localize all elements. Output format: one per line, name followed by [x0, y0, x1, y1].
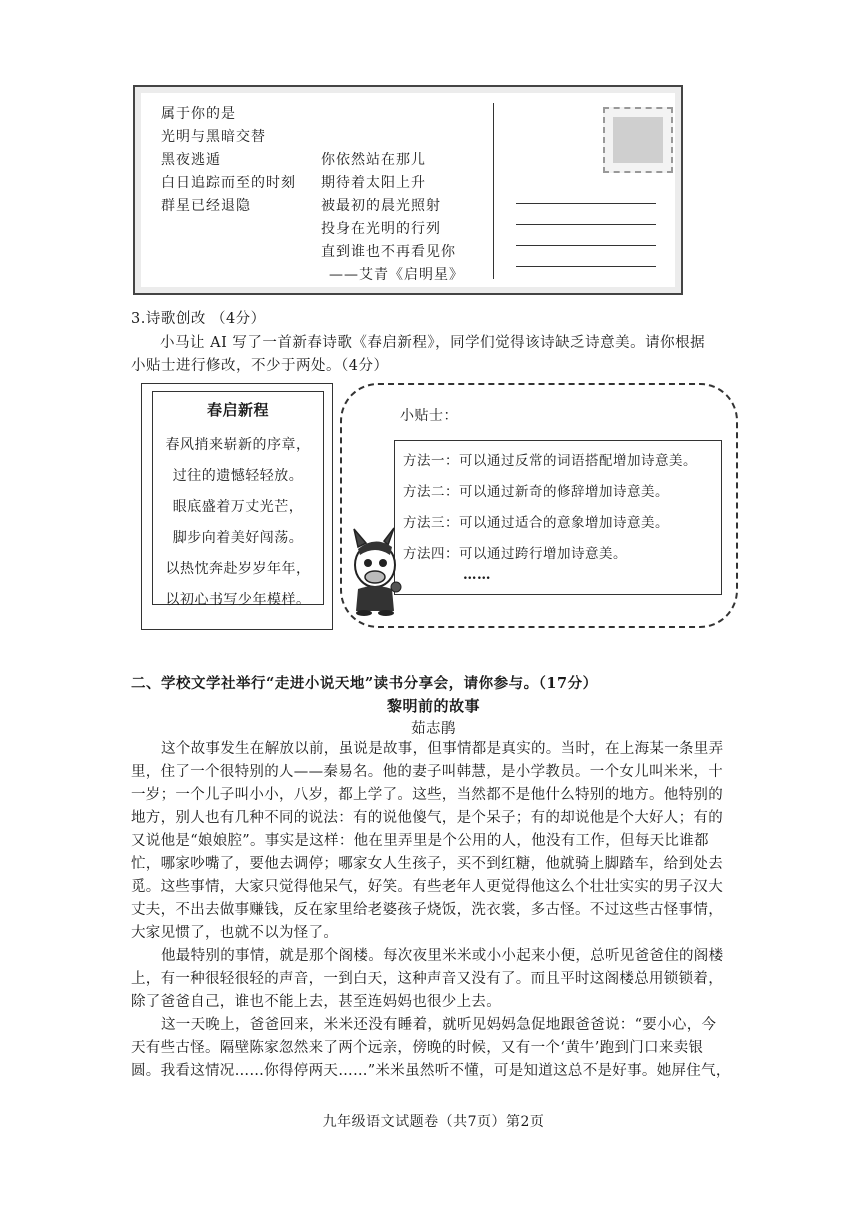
paragraph-line: 丈夫，不出去做事赚钱，反在家里给老婆孩子烧饭，洗衣裳，多古怪。不过这些古怪事情， [131, 902, 723, 918]
tips-box [340, 383, 738, 628]
postcard-divider [493, 103, 494, 279]
address-line [516, 266, 656, 267]
postcard-face [141, 93, 675, 287]
poem-line: 黑夜逃遁 [161, 152, 221, 168]
paragraph-line: 觅。这些事情，大家只觉得他呆气，好笑。有些老年人更觉得他这么个壮壮实实的男子汉大 [131, 879, 723, 895]
poem-line: 白日追踪而至的时刻 [161, 175, 296, 191]
paragraph-line: 天有些古怪。隔壁陈家忽然来了两个远亲，傍晚的时候，又有一个‘黄牛’跑到门口来卖银 [131, 1040, 704, 1056]
poem-line: 脚步向着美好闯荡。 [172, 530, 304, 546]
address-line [516, 203, 656, 204]
poem-line: 以热忱奔赴岁岁年年， [165, 561, 311, 577]
poem-line: 光明与黑暗交替 [161, 129, 266, 145]
paragraph-line: 里，住了一个很特别的人——秦易名。他的妻子叫韩慧，是小学教员。一个女儿叫米米，十 [131, 764, 723, 780]
paragraph-line: 大家见惯了，也就不以为怪了。 [131, 925, 339, 941]
poem-line: 期待着太阳上升 [321, 175, 426, 191]
paragraph-line: 又说他是“娘娘腔”。事实是这样：他在里弄里是个公用的人，他没有工作，但每天比谁都 [131, 833, 709, 849]
stamp-icon [603, 107, 673, 173]
poem-line: 你依然站在那儿 [321, 152, 426, 168]
poem-line: 过往的遗憾轻轻放。 [172, 468, 304, 484]
poem-line: 以初心书写少年模样。 [165, 592, 311, 608]
poem-line: 眼底盛着万丈光芒， [172, 499, 304, 515]
paragraph-line: 这个故事发生在解放以前，虽说是故事，但事情都是真实的。当时，在上海某一条里弄 [161, 741, 724, 757]
poem-line: 直到谁也不再看见你 [321, 244, 456, 260]
tip-item: 方法三：可以通过适合的意象增加诗意美。 [403, 515, 669, 531]
poem-line: 投身在光明的行列 [321, 221, 441, 237]
story-paragraph [131, 1014, 737, 1083]
paragraph-line: 地方，别人也有几种不同的说法：有的说他傻气，是个呆子；有的却说他是个大好人；有的 [131, 810, 723, 826]
poem-line: 属于你的是 [161, 106, 236, 122]
postcard [133, 85, 683, 295]
paragraph-line: 除了爸爸自己，谁也不能上去，甚至连妈妈也很少上去。 [131, 994, 501, 1010]
poem-line: 被最初的晨光照射 [321, 198, 441, 214]
paragraph-line: 一岁；一个儿子叫小小，八岁，都上学了。这些，当然都不是他什么特别的地方。他特别的 [131, 787, 723, 803]
poem-attribution: ——艾青《启明星》 [329, 267, 464, 283]
tip-item: 方法二：可以通过新奇的修辞增加诗意美。 [403, 484, 669, 500]
story-author: 茹志鹃 [411, 721, 456, 737]
tips-list [394, 440, 722, 595]
story-paragraph [131, 945, 737, 1014]
page-footer: 九年级语文试题卷（共7页）第2页 [322, 1114, 545, 1130]
donkey-mascot-icon [344, 525, 406, 617]
story-paragraph [131, 738, 737, 945]
question-title: 3.诗歌创改 （4分） [131, 311, 266, 327]
tips-title: 小贴士： [400, 408, 458, 424]
section-heading: 二、学校文学社举行“走进小说天地”读书分享会，请你参与。（17分） [131, 675, 598, 692]
address-line [516, 224, 656, 225]
poem-line: 群星已经退隐 [161, 198, 251, 214]
question-instruction: 小贴士进行修改，不少于两处。（4分） [131, 358, 389, 374]
story-title: 黎明前的故事 [386, 697, 480, 715]
poem-box [141, 383, 333, 630]
poem-box-frame [152, 391, 324, 608]
paragraph-line: 他最特别的事情，就是那个阁楼。每次夜里米米或小小起来小便，总听见爸爸住的阁楼 [161, 948, 724, 964]
paragraph-line: 上，有一种很轻很轻的声音，一到白天，这种声音又没有了。而且平时这阁楼总用锁锁着， [131, 971, 723, 987]
address-line [516, 245, 656, 246]
paragraph-line: 圆。我看这情况……你得停两天……”米米虽然听不懂，可是知道这总不是好事。她屏住气， [131, 1063, 731, 1079]
question-instruction: 小马让 AI 写了一首新春诗歌《春启新程》，同学们觉得该诗缺乏诗意美。请你根据 [160, 335, 706, 351]
tip-item: 方法一：可以通过反常的词语搭配增加诗意美。 [403, 453, 697, 469]
tip-ellipsis: …… [463, 567, 491, 583]
paragraph-line: 忙，哪家吵嘴了，要他去调停；哪家女人生孩子，买不到红糖，他就骑上脚踏车，给到处去 [131, 856, 723, 872]
poem-line: 春风捎来崭新的序章， [165, 437, 311, 453]
poem-title: 春启新程 [206, 401, 269, 419]
paragraph-line: 这一天晚上，爸爸回来，米米还没有睡着，就听见妈妈急促地跟爸爸说：“要小心，今 [161, 1017, 717, 1033]
tip-item: 方法四：可以通过跨行增加诗意美。 [403, 546, 627, 562]
